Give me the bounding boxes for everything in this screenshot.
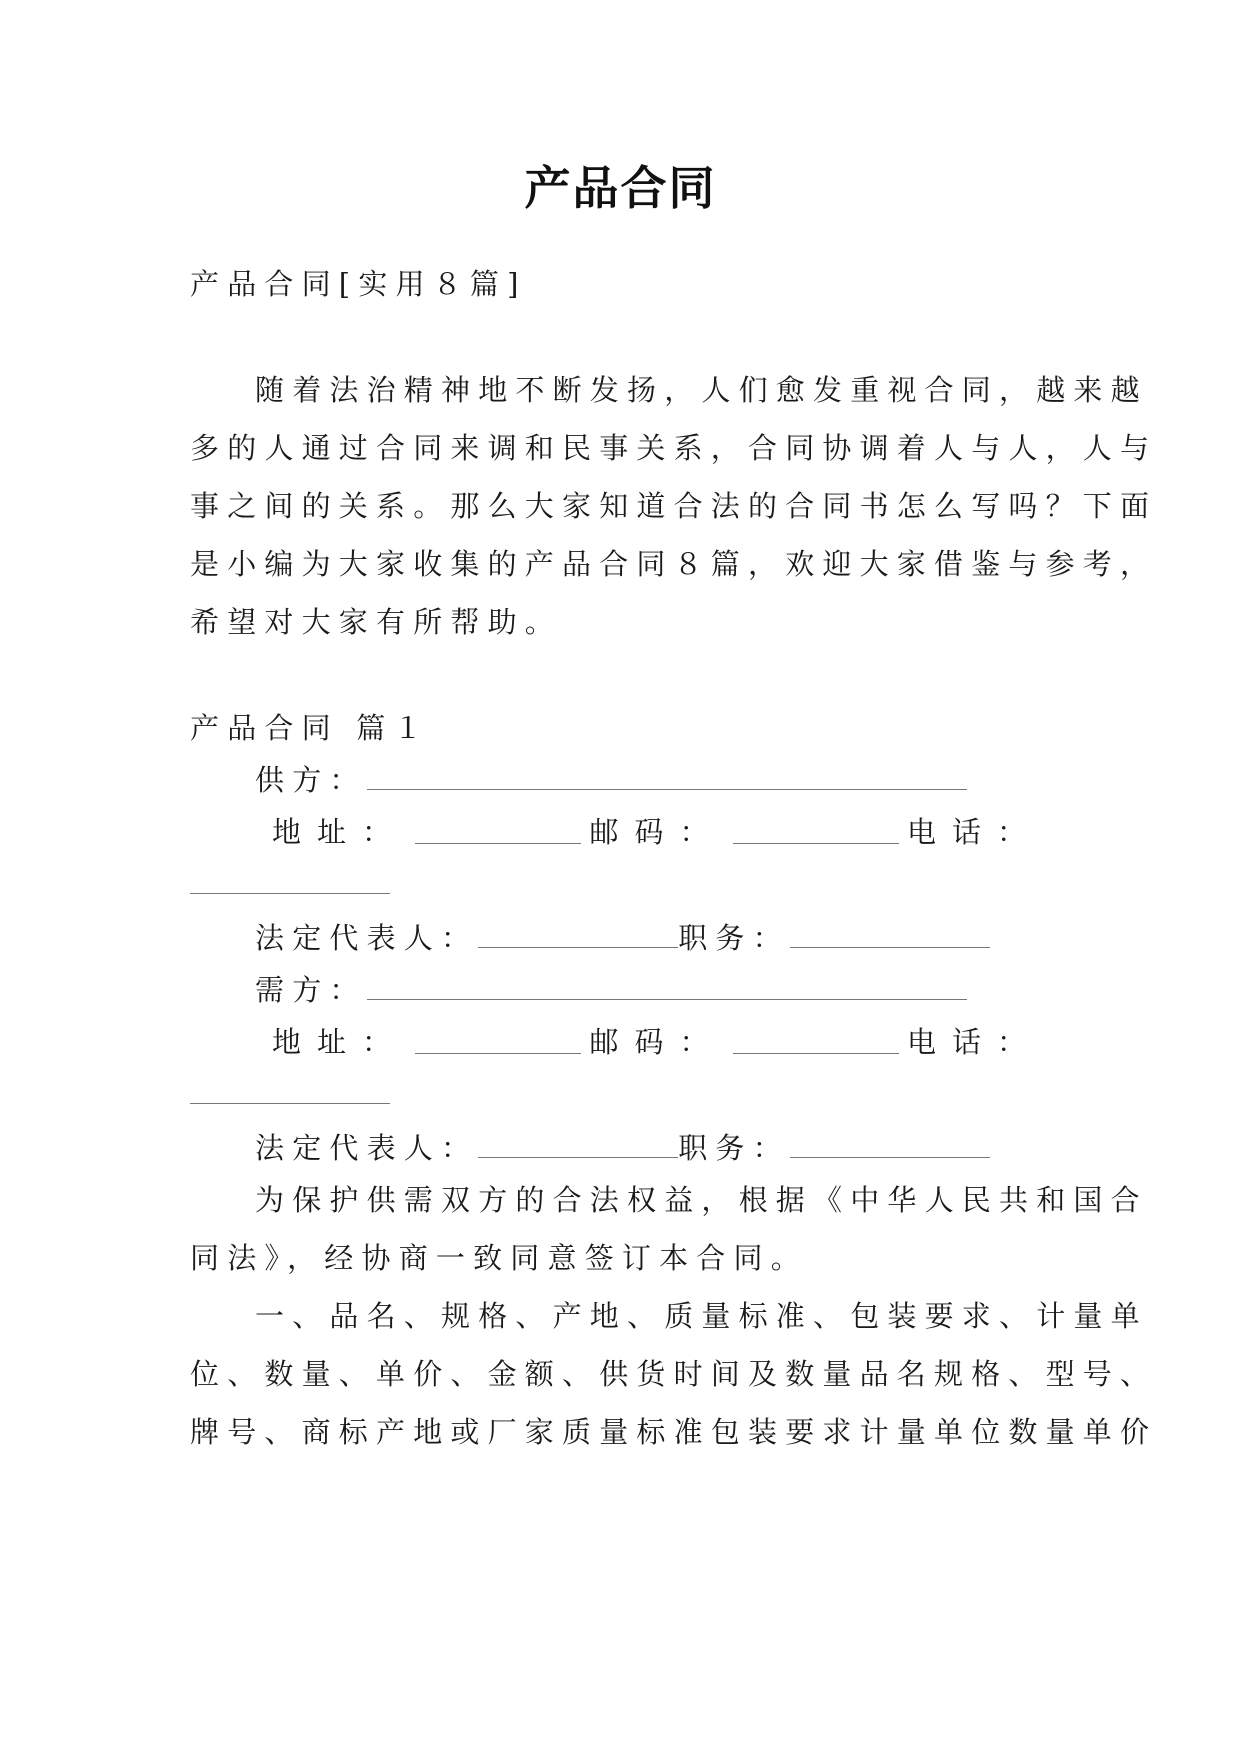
intro-line-3: 事之间的关系。那么大家知道合法的合同书怎么写吗？下面 <box>190 489 1158 523</box>
buyer-phone-label: 电话： <box>906 1025 1042 1059</box>
buyer-postcode-label: 邮码： <box>589 1025 725 1059</box>
buyer-postcode-blank[interactable] <box>733 1027 899 1054</box>
body-line-3: 一、品名、规格、产地、质量标准、包装要求、计量单 <box>255 1299 1148 1333</box>
buyer-contact-row <box>272 1022 1042 1062</box>
supplier-phone-label: 电话： <box>906 815 1042 849</box>
intro-line-2: 多的人通过合同来调和民事关系，合同协调着人与人，人与 <box>190 431 1158 465</box>
buyer-address-label: 地址： <box>272 1025 408 1059</box>
supplier-postcode-label: 邮码： <box>589 815 725 849</box>
buyer-rep-blank[interactable] <box>478 1131 678 1158</box>
buyer-rep-label: 法定代表人： <box>255 1131 479 1165</box>
body-line-4: 位、数量、单价、金额、供货时间及数量品名规格、型号、 <box>190 1357 1158 1391</box>
supplier-contact-row <box>272 812 1042 852</box>
supplier-address-blank[interactable] <box>415 817 581 844</box>
section-heading: 产品合同 篇１ <box>190 711 431 745</box>
intro-line-5: 希望对大家有所帮助。 <box>190 605 563 639</box>
body-line-5: 牌号、商标产地或厂家质量标准包装要求计量单位数量单价 <box>190 1415 1158 1449</box>
supplier-phone-blank[interactable] <box>190 893 390 894</box>
supplier-rep-blank[interactable] <box>478 921 678 948</box>
document-title: 产品合同 <box>524 161 717 215</box>
supplier-position-blank[interactable] <box>790 921 990 948</box>
intro-line-1: 随着法治精神地不断发扬，人们愈发重视合同，越来越 <box>255 373 1148 407</box>
supplier-name-blank[interactable] <box>367 763 967 790</box>
supplier-row <box>255 760 967 800</box>
supplier-rep-row <box>255 918 990 958</box>
supplier-address-label: 地址： <box>272 815 408 849</box>
supplier-postcode-blank[interactable] <box>733 817 899 844</box>
supplier-label: 供方： <box>255 763 367 797</box>
buyer-position-label: 职务： <box>678 1131 790 1165</box>
buyer-rep-row <box>255 1128 990 1168</box>
intro-line-4: 是小编为大家收集的产品合同８篇，欢迎大家借鉴与参考， <box>190 547 1158 581</box>
body-line-1: 为保护供需双方的合法权益，根据《中华人民共和国合 <box>255 1183 1148 1217</box>
body-line-2: 同法》，经协商一致同意签订本合同。 <box>190 1241 808 1275</box>
buyer-phone-blank[interactable] <box>190 1103 390 1104</box>
supplier-position-label: 职务： <box>678 921 790 955</box>
supplier-rep-label: 法定代表人： <box>255 921 479 955</box>
document-subtitle: 产品合同[实用８篇] <box>190 267 527 301</box>
buyer-label: 需方： <box>255 973 367 1007</box>
buyer-name-blank[interactable] <box>367 973 967 1000</box>
buyer-row <box>255 970 967 1010</box>
buyer-address-blank[interactable] <box>415 1027 581 1054</box>
buyer-position-blank[interactable] <box>790 1131 990 1158</box>
